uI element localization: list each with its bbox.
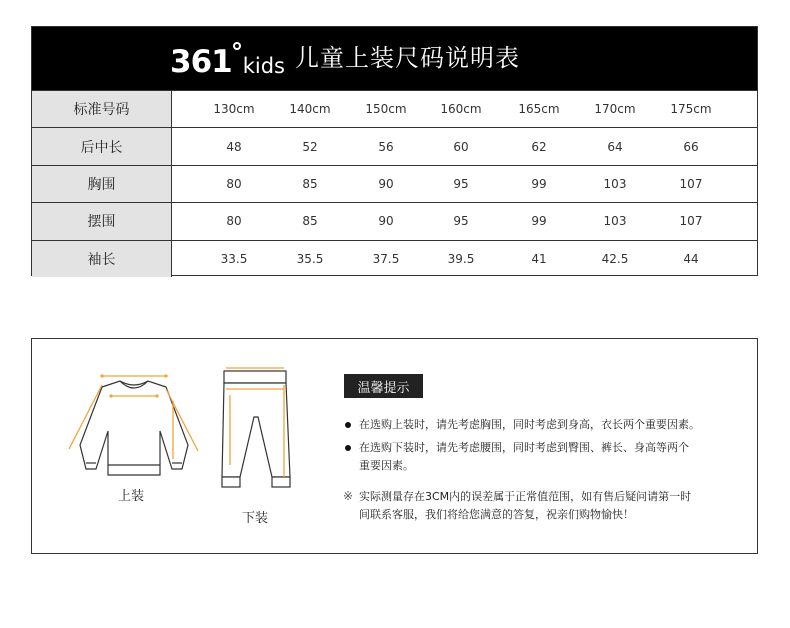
row-label: 后中长 (32, 128, 172, 164)
brand-degree-mark (233, 42, 241, 50)
value-cell: 107 (679, 176, 703, 191)
value-cell: 42.5 (601, 251, 629, 266)
bullet-icon (345, 445, 351, 451)
size-cell: 175cm (670, 102, 712, 117)
value-cell: 56 (378, 139, 394, 154)
tip-line-top: 在选购上装时，请先考虑胸围，同时考虑到身高，衣长两个重要因素。 (359, 418, 700, 431)
row-label: 胸围 (32, 166, 172, 202)
value-cell: 99 (531, 214, 547, 229)
bullet-icon (345, 422, 351, 428)
value-cell: 80 (226, 176, 242, 191)
value-cell: 37.5 (372, 251, 400, 266)
row-label: 袖长 (32, 241, 172, 277)
value-cell: 33.5 (220, 251, 248, 266)
brand-logo (170, 39, 285, 79)
value-cell: 39.5 (447, 251, 475, 266)
size-cell: 165cm (518, 102, 560, 117)
value-cell: 80 (226, 214, 242, 229)
size-cell: 130cm (213, 102, 255, 117)
pants-label: 下装 (242, 511, 269, 526)
note-mark: ※ (343, 489, 354, 503)
value-cell: 60 (453, 139, 469, 154)
note-line-1: 实际测量存在3CM内的误差属于正常值范围，如有售后疑问请第一时 (359, 490, 692, 503)
value-cell: 48 (226, 139, 242, 154)
value-cell: 90 (378, 214, 394, 229)
table-row (32, 127, 757, 164)
size-chart-table (31, 26, 758, 276)
value-cell: 44 (683, 251, 699, 266)
size-cell: 150cm (365, 102, 407, 117)
table-row (32, 165, 757, 202)
brand-number: 361 (170, 44, 232, 80)
value-cell: 95 (453, 214, 469, 229)
value-cell: 35.5 (296, 251, 324, 266)
row-label: 标准号码 (32, 91, 172, 127)
size-cell: 160cm (440, 102, 482, 117)
table-header (32, 27, 757, 90)
value-cell: 90 (378, 176, 394, 191)
value-cell: 107 (679, 214, 703, 229)
value-cell: 85 (302, 176, 318, 191)
size-cell: 170cm (594, 102, 636, 117)
page-title: 儿童上装尺码说明表 (295, 44, 520, 72)
value-cell: 41 (531, 251, 547, 266)
value-cell: 99 (531, 176, 547, 191)
value-cell: 52 (302, 139, 318, 154)
value-cell: 85 (302, 214, 318, 229)
value-cell: 95 (453, 176, 469, 191)
top-garment-icon (64, 371, 204, 483)
tips-badge: 温馨提示 (344, 374, 423, 398)
value-cell: 66 (683, 139, 699, 154)
table-row (32, 202, 757, 239)
value-cell: 62 (531, 139, 547, 154)
value-cell: 103 (603, 214, 627, 229)
tip-line-bottom: 在选购下装时，请先考虑腰围，同时考虑到臀围、裤长、身高等两个 (359, 441, 689, 454)
tips-panel (31, 338, 758, 554)
size-header-row (32, 90, 757, 127)
note-line-2: 间联系客服，我们将给您满意的答复，祝亲们购物愉快！ (359, 508, 634, 521)
table-row (32, 240, 757, 277)
value-cell: 64 (607, 139, 623, 154)
pants-icon (218, 365, 294, 495)
top-garment-label: 上装 (118, 489, 145, 504)
row-label: 摆围 (32, 203, 172, 239)
brand-kids: kids (242, 54, 285, 78)
size-cell: 140cm (289, 102, 331, 117)
tip-line-bottom-cont: 重要因素。 (359, 459, 414, 472)
value-cell: 103 (603, 176, 627, 191)
